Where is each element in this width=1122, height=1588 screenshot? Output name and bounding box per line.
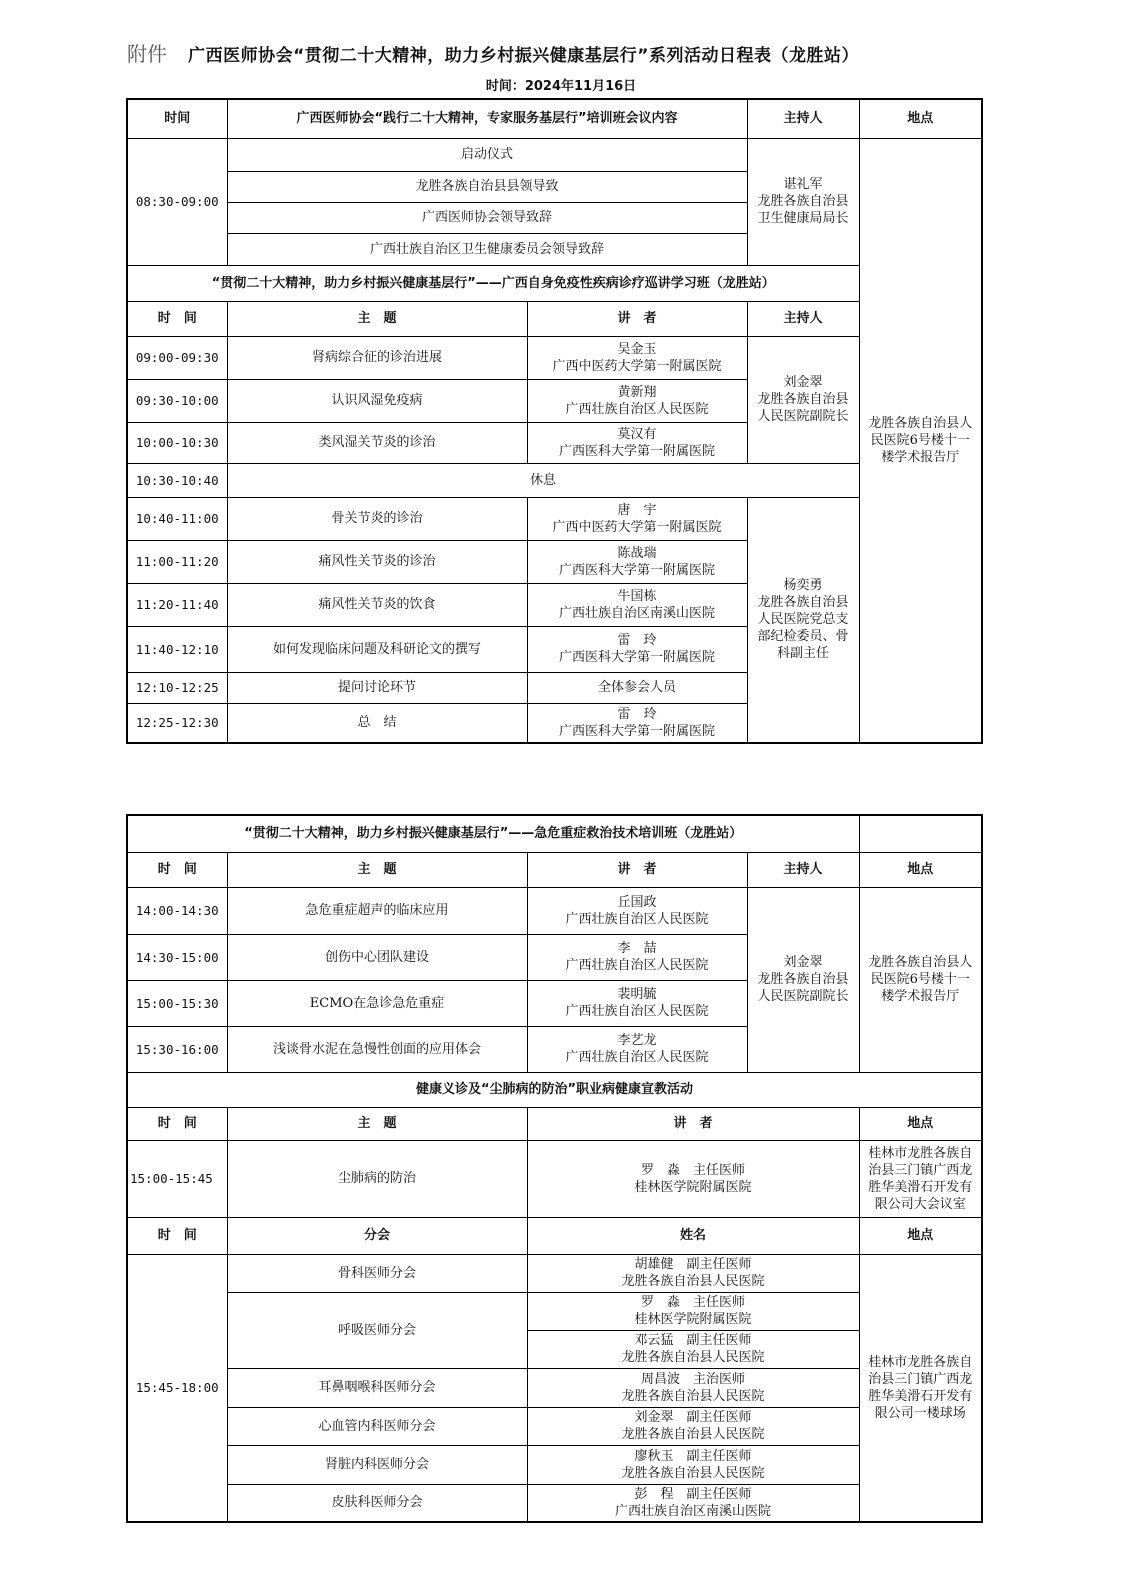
header-name: 姓名 — [527, 1217, 859, 1254]
row-topic: 肾病综合征的诊治进展 — [227, 336, 527, 379]
speaker-org: 广西壮族自治区人民医院 — [565, 401, 709, 417]
speaker-name: 莫汉有 — [617, 426, 657, 442]
speaker-org: 广西壮族自治区人民医院 — [565, 1050, 709, 1065]
row-time: 12:10-12:25 — [127, 672, 227, 703]
row-time: 11:20-11:40 — [127, 583, 227, 626]
afternoon-host — [747, 887, 859, 1072]
speaker-org: 广西壮族自治区人民医院 — [565, 958, 709, 973]
lecture-place — [859, 1140, 982, 1217]
table-header-row — [127, 301, 982, 336]
host-title: 人民医院副院长 — [757, 409, 849, 424]
doctor — [527, 1368, 859, 1407]
row-topic: 浅谈骨水泥在急慢性创面的应用体会 — [227, 1026, 527, 1072]
speaker-org: 广西壮族自治区人民医院 — [565, 911, 709, 927]
row-time: 09:30-10:00 — [127, 379, 227, 422]
row-speaker — [527, 379, 747, 422]
doctor-name: 刘金翠 副主任医师 — [634, 1410, 752, 1425]
host-title: 部纪检委员、骨 — [757, 629, 849, 645]
row-topic: 提问讨论环节 — [227, 672, 527, 703]
place-line: 龙胜各族自治县人 — [868, 415, 973, 431]
row-topic: 急危重症超声的临床应用 — [227, 887, 527, 934]
doctor-name: 罗 淼 主任医师 — [641, 1295, 746, 1310]
row-speaker — [527, 703, 747, 743]
section-title: “贯彻二十大精神，助力乡村振兴健康基层行”——广西自身免疫性疾病诊疗巡讲学习班（龙胜站） — [127, 265, 859, 301]
row-topic: 总 结 — [227, 703, 527, 743]
place-line: 治县三门镇广西龙 — [868, 1371, 973, 1387]
speaker-name: 牛国栋 — [617, 588, 657, 604]
clinic-place — [859, 1254, 982, 1522]
header-topic: 主 题 — [227, 301, 527, 336]
row-topic: 尘肺病的防治 — [227, 1140, 527, 1217]
header-host: 主持人 — [747, 852, 859, 887]
row-speaker — [527, 1140, 859, 1217]
opening-host — [747, 138, 859, 265]
header-speaker: 讲 者 — [527, 301, 747, 336]
place-line: 楼学术报告厅 — [881, 449, 960, 465]
doctor-org: 龙胜各族自治县人民医院 — [621, 1427, 765, 1442]
header-time: 时间 — [127, 99, 227, 138]
row-topic: 痛风性关节炎的饮食 — [227, 583, 527, 626]
place-line: 治县三门镇广西龙 — [868, 1162, 973, 1178]
place-line: 民医院6号楼十一 — [870, 432, 970, 448]
speaker-name: 雷 玲 — [617, 633, 657, 648]
speaker-org: 广西医科大学第一附属医院 — [558, 650, 715, 665]
speaker-name: 雷 玲 — [617, 706, 657, 722]
speaker-name: 陈战瑞 — [617, 545, 657, 561]
table-row — [127, 887, 982, 934]
table-header-row — [127, 1217, 982, 1254]
header-speaker: 讲 者 — [527, 1107, 859, 1140]
header-time: 时 间 — [127, 1217, 227, 1254]
clinic-row — [127, 1445, 982, 1484]
doctor-org: 龙胜各族自治县人民医院 — [621, 1350, 765, 1365]
doctor-org: 龙胜各族自治县人民医院 — [621, 1274, 765, 1289]
place-line: 胜华美滑石开发有 — [868, 1179, 973, 1195]
speaker-name: 罗 淼 主任医师 — [641, 1162, 746, 1178]
header-time: 时 间 — [127, 301, 227, 336]
header-place: 地点 — [859, 852, 982, 887]
section-title-row — [127, 265, 982, 301]
place-line: 限公司一楼球场 — [874, 1405, 966, 1421]
row-topic: ECMO在急诊急危重症 — [227, 980, 527, 1026]
host-title: 科副主任 — [776, 646, 829, 662]
row-speaker — [527, 422, 747, 463]
doctor-org: 桂林医学院附属医院 — [634, 1312, 752, 1327]
speaker-org: 广西中医药大学第一附属医院 — [552, 358, 722, 374]
header-place: 地点 — [859, 1217, 982, 1254]
row-topic: 骨关节炎的诊治 — [227, 497, 527, 540]
morning-place — [859, 138, 982, 743]
row-time: 10:30-10:40 — [127, 463, 227, 497]
doctor-org: 龙胜各族自治县人民医院 — [621, 1388, 765, 1404]
host-b — [747, 497, 859, 743]
place-line: 桂林市龙胜各族自 — [868, 1354, 973, 1370]
host-org: 龙胜各族自治县 — [757, 595, 849, 611]
afternoon-place — [859, 887, 982, 1072]
event-date: 时间：2024年11月16日 — [485, 79, 637, 94]
doctor — [527, 1484, 859, 1522]
row-time: 11:00-11:20 — [127, 540, 227, 583]
row-time: 09:00-09:30 — [127, 336, 227, 379]
header-time: 时 间 — [127, 852, 227, 887]
opening-item: 龙胜各族自治县县领导致 — [227, 171, 747, 202]
host-name: 谌礼军 — [783, 177, 823, 192]
doctor-name: 廖秋玉 副主任医师 — [634, 1448, 752, 1464]
document-title: 广西医师协会“贯彻二十大精神，助力乡村振兴健康基层行”系列活动日程表（龙胜站） — [188, 46, 859, 66]
clinic-row — [127, 1407, 982, 1445]
host-org: 龙胜各族自治县 — [757, 972, 849, 987]
row-time: 10:40-11:00 — [127, 497, 227, 540]
speaker-org: 广西医科大学第一附属医院 — [558, 723, 715, 739]
row-speaker — [527, 497, 747, 540]
speaker-name: 唐 宇 — [617, 502, 657, 518]
break-row — [127, 463, 982, 497]
host-title: 人民医院副院长 — [757, 989, 849, 1004]
doctor-name: 彭 程 副主任医师 — [634, 1486, 752, 1502]
header-host: 主持人 — [747, 301, 859, 336]
clinic-row — [127, 1254, 982, 1292]
section-title: 健康义诊及“尘肺病的防治”职业病健康宣教活动 — [127, 1072, 982, 1107]
doctor-name: 周昌波 主治医师 — [641, 1371, 746, 1387]
speaker-org: 广西壮族自治区人民医院 — [565, 1004, 709, 1019]
header-place: 地点 — [859, 1107, 982, 1140]
host-org: 龙胜各族自治县 — [757, 194, 849, 209]
opening-time: 08:30-09:00 — [127, 138, 227, 265]
row-speaker — [527, 540, 747, 583]
branch-name: 耳鼻咽喉科医师分会 — [227, 1368, 527, 1407]
row-topic: 痛风性关节炎的诊治 — [227, 540, 527, 583]
table-row — [127, 336, 982, 379]
header-host: 主持人 — [747, 99, 859, 138]
row-topic: 创伤中心团队建设 — [227, 934, 527, 980]
speaker-name: 丘国政 — [617, 894, 657, 910]
lecture-row — [127, 1140, 982, 1217]
header-place: 地点 — [859, 99, 982, 138]
row-time: 12:25-12:30 — [127, 703, 227, 743]
host-name: 刘金翠 — [783, 955, 823, 970]
table-header-row — [127, 99, 982, 138]
place-line: 龙胜各族自治县人 — [868, 955, 973, 970]
doctor-name: 邓云猛 副主任医师 — [634, 1333, 752, 1348]
speaker-org: 广西中医药大学第一附属医院 — [552, 519, 722, 535]
speaker-name: 吴金玉 — [617, 341, 657, 357]
row-speaker — [527, 980, 747, 1026]
row-speaker — [527, 1026, 747, 1072]
row-speaker — [527, 336, 747, 379]
row-topic: 认识风湿免疫病 — [227, 379, 527, 422]
speaker-name: 裴明毓 — [617, 987, 657, 1002]
break-label: 休息 — [227, 463, 859, 497]
speaker-org: 广西医科大学第一附属医院 — [558, 443, 715, 459]
branch-name: 呼吸医师分会 — [227, 1292, 527, 1368]
speaker-org: 广西医科大学第一附属医院 — [558, 562, 715, 578]
row-time: 10:00-10:30 — [127, 422, 227, 463]
header-time: 时 间 — [127, 1107, 227, 1140]
row-topic: 如何发现临床问题及科研论文的撰写 — [227, 626, 527, 672]
row-speaker — [527, 887, 747, 934]
empty-cell — [859, 815, 982, 852]
section-title-row — [127, 1072, 982, 1107]
doctor — [527, 1330, 859, 1368]
speaker-name: 李艺龙 — [617, 1033, 657, 1048]
speaker-org: 广西壮族自治区南溪山医院 — [558, 605, 715, 621]
opening-row — [127, 138, 982, 171]
row-topic: 类风湿关节炎的诊治 — [227, 422, 527, 463]
header-topic: 主 题 — [227, 852, 527, 887]
clinic-row — [127, 1292, 982, 1330]
row-speaker — [527, 626, 747, 672]
row-time: 15:30-16:00 — [127, 1026, 227, 1072]
host-title: 卫生健康局局长 — [757, 211, 849, 226]
doctor — [527, 1292, 859, 1330]
doctor — [527, 1407, 859, 1445]
clinic-row — [127, 1484, 982, 1522]
header-branch: 分会 — [227, 1217, 527, 1254]
place-line: 民医院6号楼十一 — [870, 972, 970, 987]
clinic-time: 15:45-18:00 — [127, 1254, 227, 1522]
table-header-row — [127, 852, 982, 887]
opening-item: 广西壮族自治区卫生健康委员会领导致辞 — [227, 233, 747, 265]
row-time: 11:40-12:10 — [127, 626, 227, 672]
row-time: 15:00-15:30 — [127, 980, 227, 1026]
speaker-name: 李 喆 — [617, 941, 657, 956]
header-speaker: 讲 者 — [527, 852, 747, 887]
branch-name: 皮肤科医师分会 — [227, 1484, 527, 1522]
speaker-name: 黄新翔 — [617, 384, 657, 400]
row-speaker — [527, 583, 747, 626]
opening-item: 广西医师协会领导致辞 — [227, 202, 747, 233]
place-line: 胜华美滑石开发有 — [868, 1388, 973, 1404]
place-line: 桂林市龙胜各族自 — [868, 1145, 973, 1161]
host-name: 刘金翠 — [783, 375, 823, 390]
place-line: 限公司大会议室 — [874, 1196, 966, 1212]
host-title: 人民医院党总支 — [757, 612, 849, 628]
branch-name: 肾脏内科医师分会 — [227, 1445, 527, 1484]
speaker-org: 桂林医学院附属医院 — [634, 1179, 752, 1195]
doctor-org: 龙胜各族自治县人民医院 — [621, 1465, 765, 1481]
branch-name: 心血管内科医师分会 — [227, 1407, 527, 1445]
table-header-row — [127, 1107, 982, 1140]
opening-item: 启动仪式 — [227, 138, 747, 171]
place-line: 楼学术报告厅 — [881, 989, 960, 1004]
table-row — [127, 497, 982, 540]
morning-schedule-table — [126, 98, 983, 744]
section-title-row — [127, 815, 982, 852]
branch-name: 骨科医师分会 — [227, 1254, 527, 1292]
clinic-row — [127, 1368, 982, 1407]
host-org: 龙胜各族自治县 — [757, 392, 849, 407]
header-content: 广西医师协会“践行二十大精神，专家服务基层行”培训班会议内容 — [227, 99, 747, 138]
host-a — [747, 336, 859, 463]
afternoon-schedule-table — [126, 814, 983, 1523]
row-time: 14:00-14:30 — [127, 887, 227, 934]
row-speaker — [527, 934, 747, 980]
row-time: 15:00-15:45 — [127, 1140, 227, 1217]
header-topic: 主 题 — [227, 1107, 527, 1140]
doctor-name: 胡雄健 副主任医师 — [634, 1257, 752, 1272]
doctor — [527, 1254, 859, 1292]
document-header — [127, 38, 859, 67]
row-time: 14:30-15:00 — [127, 934, 227, 980]
host-name: 杨奕勇 — [783, 578, 823, 594]
row-speaker: 全体参会人员 — [527, 672, 747, 703]
doctor — [527, 1445, 859, 1484]
doctor-org: 广西壮族自治区南溪山医院 — [615, 1503, 772, 1519]
attachment-label: 附件 — [127, 42, 167, 66]
section-title: “贯彻二十大精神，助力乡村振兴健康基层行”——急危重症救治技术培训班（龙胜站） — [127, 815, 859, 852]
